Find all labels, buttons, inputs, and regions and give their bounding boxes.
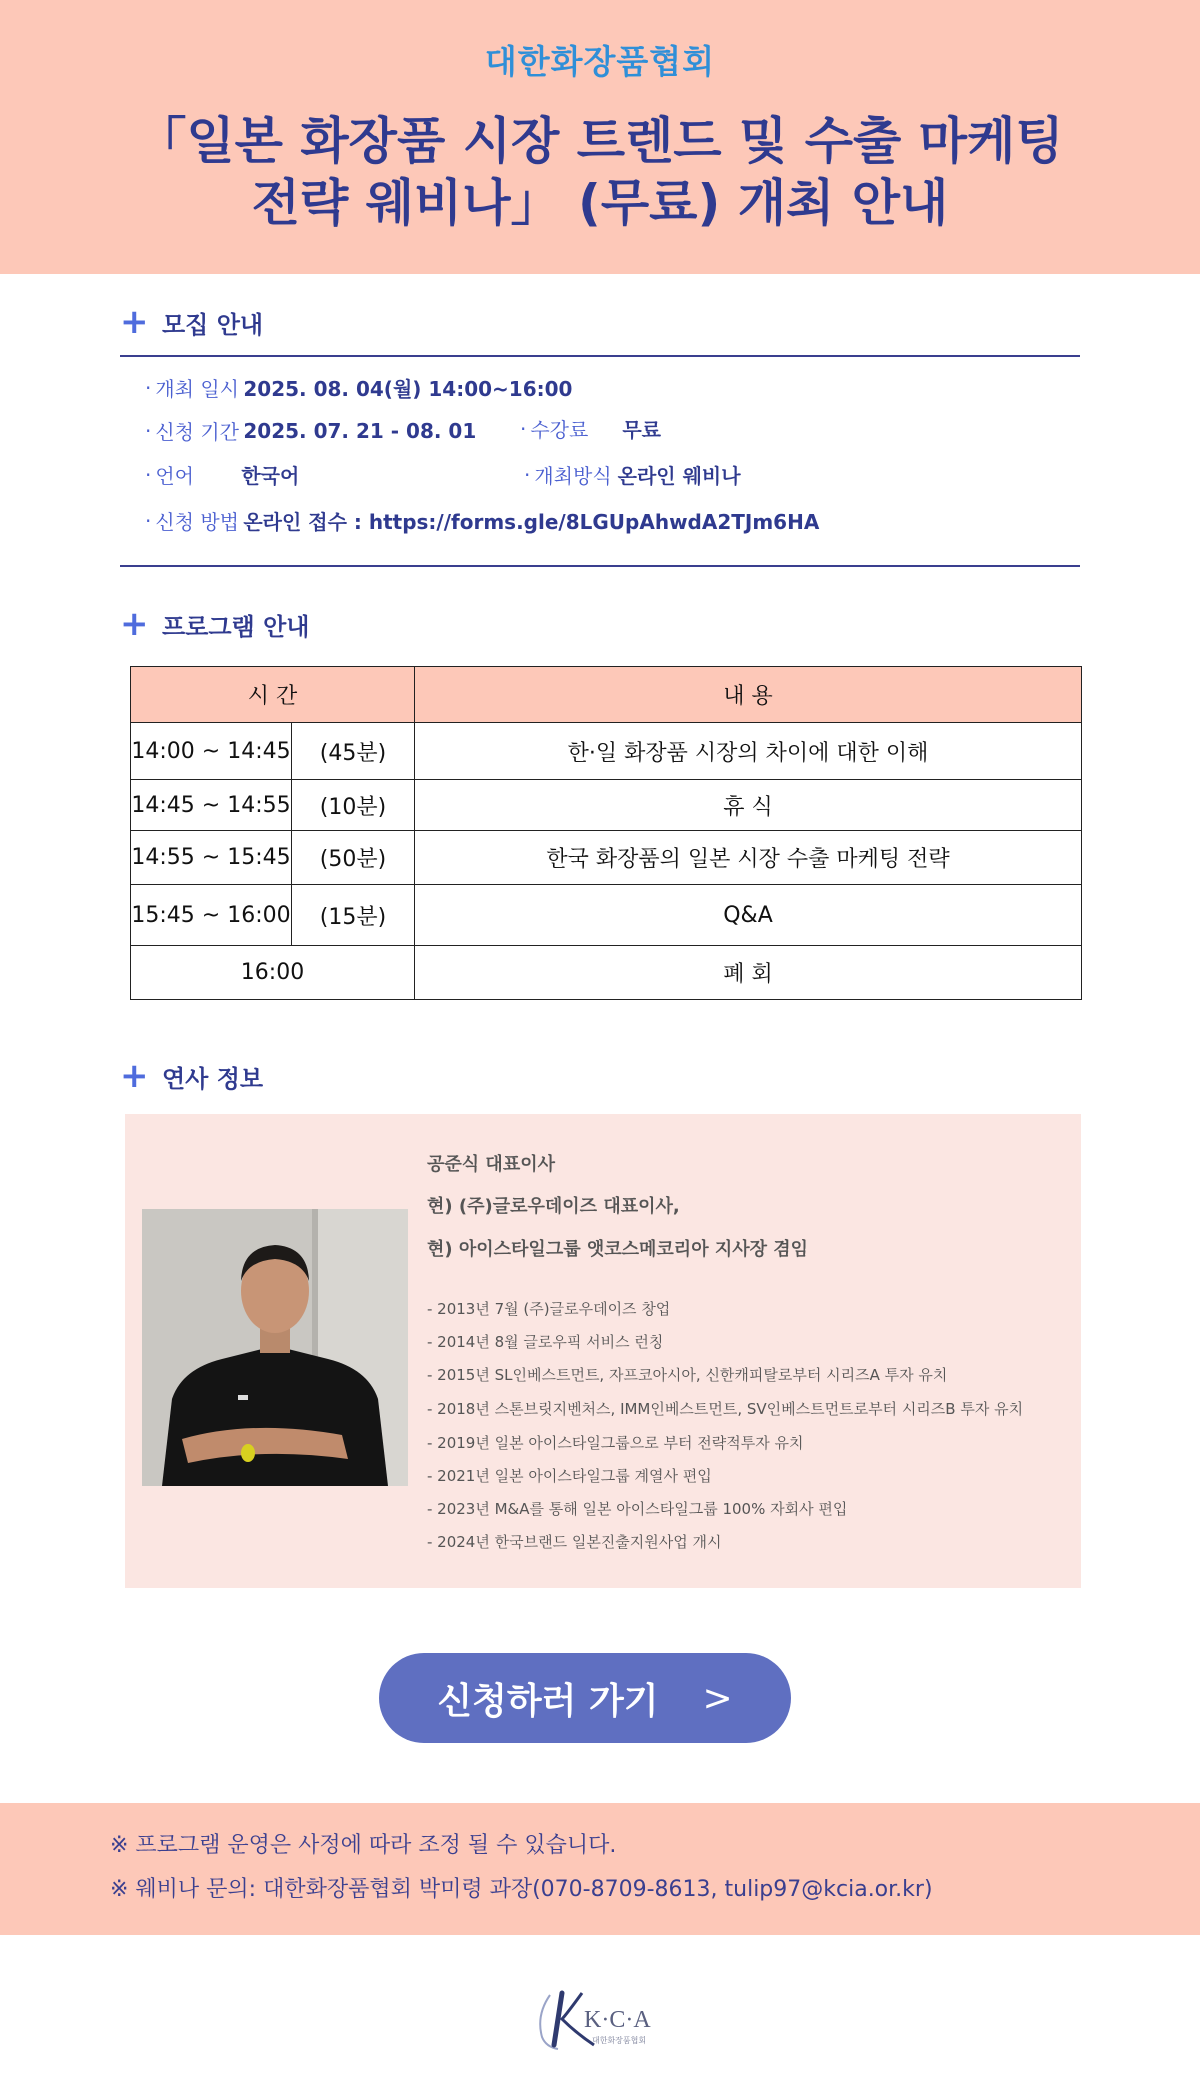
row-duration: (50분)	[292, 831, 415, 885]
chevron-right-icon: >	[702, 1677, 733, 1719]
career-item: - 2015년 SL인베스트먼트, 자프코아시아, 신한캐피탈로부터 시리즈A 투자 유치	[427, 1366, 948, 1384]
recruit-section-title: 모집 안내	[162, 310, 264, 339]
title-line-1: 「일본 화장품 시장 트렌드 및 수출 마케팅	[136, 112, 1064, 170]
row-time: 14:00 ~ 14:45	[131, 723, 292, 780]
plus-icon: +	[120, 1056, 149, 1096]
notice-line-2: ※ 웨비나 문의: 대한화장품협회 박미령 과장(070-8709-8613, tulip97@kcia.or.kr)	[110, 1877, 933, 1902]
bullet: ·	[145, 375, 152, 400]
date-label: 개최 일시	[155, 377, 239, 401]
org-name: 대한화장품협회	[484, 42, 716, 81]
table-header-row	[131, 667, 1082, 723]
apply-link[interactable]: 온라인 접수 : https://forms.gle/8LGUpAhwdA2TJm6HA	[243, 510, 820, 534]
career-item: - 2019년 일본 아이스타일그룹으로 부터 전략적투자 유치	[427, 1434, 804, 1452]
info-fee	[520, 414, 661, 443]
page-title	[0, 110, 1200, 234]
table-row	[131, 723, 1082, 780]
row-time: 14:55 ~ 15:45	[131, 831, 292, 885]
career-item: - 2021년 일본 아이스타일그룹 계열사 편입	[427, 1467, 712, 1485]
career-item: - 2014년 8월 글로우픽 서비스 런칭	[427, 1333, 664, 1351]
row-duration: (45분)	[292, 723, 415, 780]
info-period	[145, 416, 476, 445]
period-value: 2025. 07. 21 - 08. 01	[243, 418, 477, 443]
date-value: 2025. 08. 04(월) 14:00~16:00	[243, 377, 573, 401]
plus-icon: +	[120, 604, 149, 644]
row-time: 16:00	[131, 946, 415, 1000]
bullet: ·	[145, 462, 152, 487]
row-duration: (10분)	[292, 780, 415, 831]
speaker-section-header	[120, 1056, 263, 1096]
logo-mark: K·C·A	[584, 2007, 651, 2033]
title-line-2: 전략 웨비나」 (무료) 개최 안내	[251, 174, 949, 232]
speaker-name: 공준식 대표이사	[427, 1154, 555, 1175]
row-time: 14:45 ~ 14:55	[131, 780, 292, 831]
career-item: - 2013년 7월 (주)글로우데이즈 창업	[427, 1300, 671, 1318]
program-section-header	[120, 604, 309, 644]
career-item: - 2018년 스톤브릿지벤처스, IMM인베스트먼트, SV인베스트먼트로부터 시리즈B 투자 유치	[427, 1400, 1024, 1418]
program-section-title: 프로그램 안내	[162, 612, 310, 641]
career-item: - 2024년 한국브랜드 일본진출지원사업 개시	[427, 1533, 722, 1551]
plus-icon: +	[120, 302, 149, 342]
language-value: 한국어	[241, 464, 300, 488]
info-method	[524, 460, 741, 489]
row-time: 15:45 ~ 16:00	[131, 885, 292, 946]
info-language	[145, 460, 299, 489]
divider	[120, 565, 1080, 567]
row-content: 한·일 화장품 시장의 차이에 대한 이해	[415, 723, 1082, 780]
fee-label: 수강료	[530, 418, 589, 442]
header-content: 내 용	[415, 667, 1082, 723]
language-label: 언어	[155, 464, 194, 488]
apply-button[interactable]	[379, 1653, 791, 1743]
table-row	[131, 885, 1082, 946]
notice-line-1: ※ 프로그램 운영은 사정에 따라 조정 될 수 있습니다.	[110, 1833, 617, 1858]
speaker-section-title: 연사 정보	[162, 1064, 264, 1093]
fee-value: 무료	[622, 418, 661, 442]
kca-logo	[532, 1985, 672, 2055]
row-content: 한국 화장품의 일본 시장 수출 마케팅 전략	[415, 831, 1082, 885]
info-date	[145, 373, 572, 402]
table-row	[131, 831, 1082, 885]
row-content: 휴 식	[415, 780, 1082, 831]
bullet: ·	[520, 416, 527, 441]
logo-subtext: 대한화장품협회	[592, 2036, 647, 2045]
divider	[120, 355, 1080, 357]
header-time: 시 간	[131, 667, 415, 723]
row-content: Q&A	[415, 885, 1082, 946]
bullet: ·	[145, 418, 152, 443]
speaker-photo	[142, 1209, 408, 1486]
career-item: - 2023년 M&A를 통해 일본 아이스타일그룹 100% 자회사 편입	[427, 1500, 848, 1518]
page-header	[0, 0, 1200, 274]
bullet: ·	[524, 462, 531, 487]
apply-button-label: 신청하러 가기	[437, 1680, 659, 1722]
table-row	[131, 780, 1082, 831]
notice-banner	[0, 1803, 1200, 1935]
recruit-section-header	[120, 302, 263, 342]
info-apply	[145, 506, 819, 535]
method-value: 온라인 웨비나	[617, 464, 741, 488]
method-label: 개최방식	[534, 464, 612, 488]
apply-label: 신청 방법	[155, 510, 239, 534]
speaker-title-1: 현) (주)글로우데이즈 대표이사,	[427, 1196, 680, 1217]
period-label: 신청 기간	[155, 420, 239, 444]
table-row	[131, 946, 1082, 1000]
bullet: ·	[145, 508, 152, 533]
row-duration: (15분)	[292, 885, 415, 946]
row-content: 폐 회	[415, 946, 1082, 1000]
program-table	[130, 666, 1082, 1000]
speaker-title-2: 현) 아이스타일그룹 앳코스메코리아 지사장 겸임	[427, 1239, 809, 1260]
